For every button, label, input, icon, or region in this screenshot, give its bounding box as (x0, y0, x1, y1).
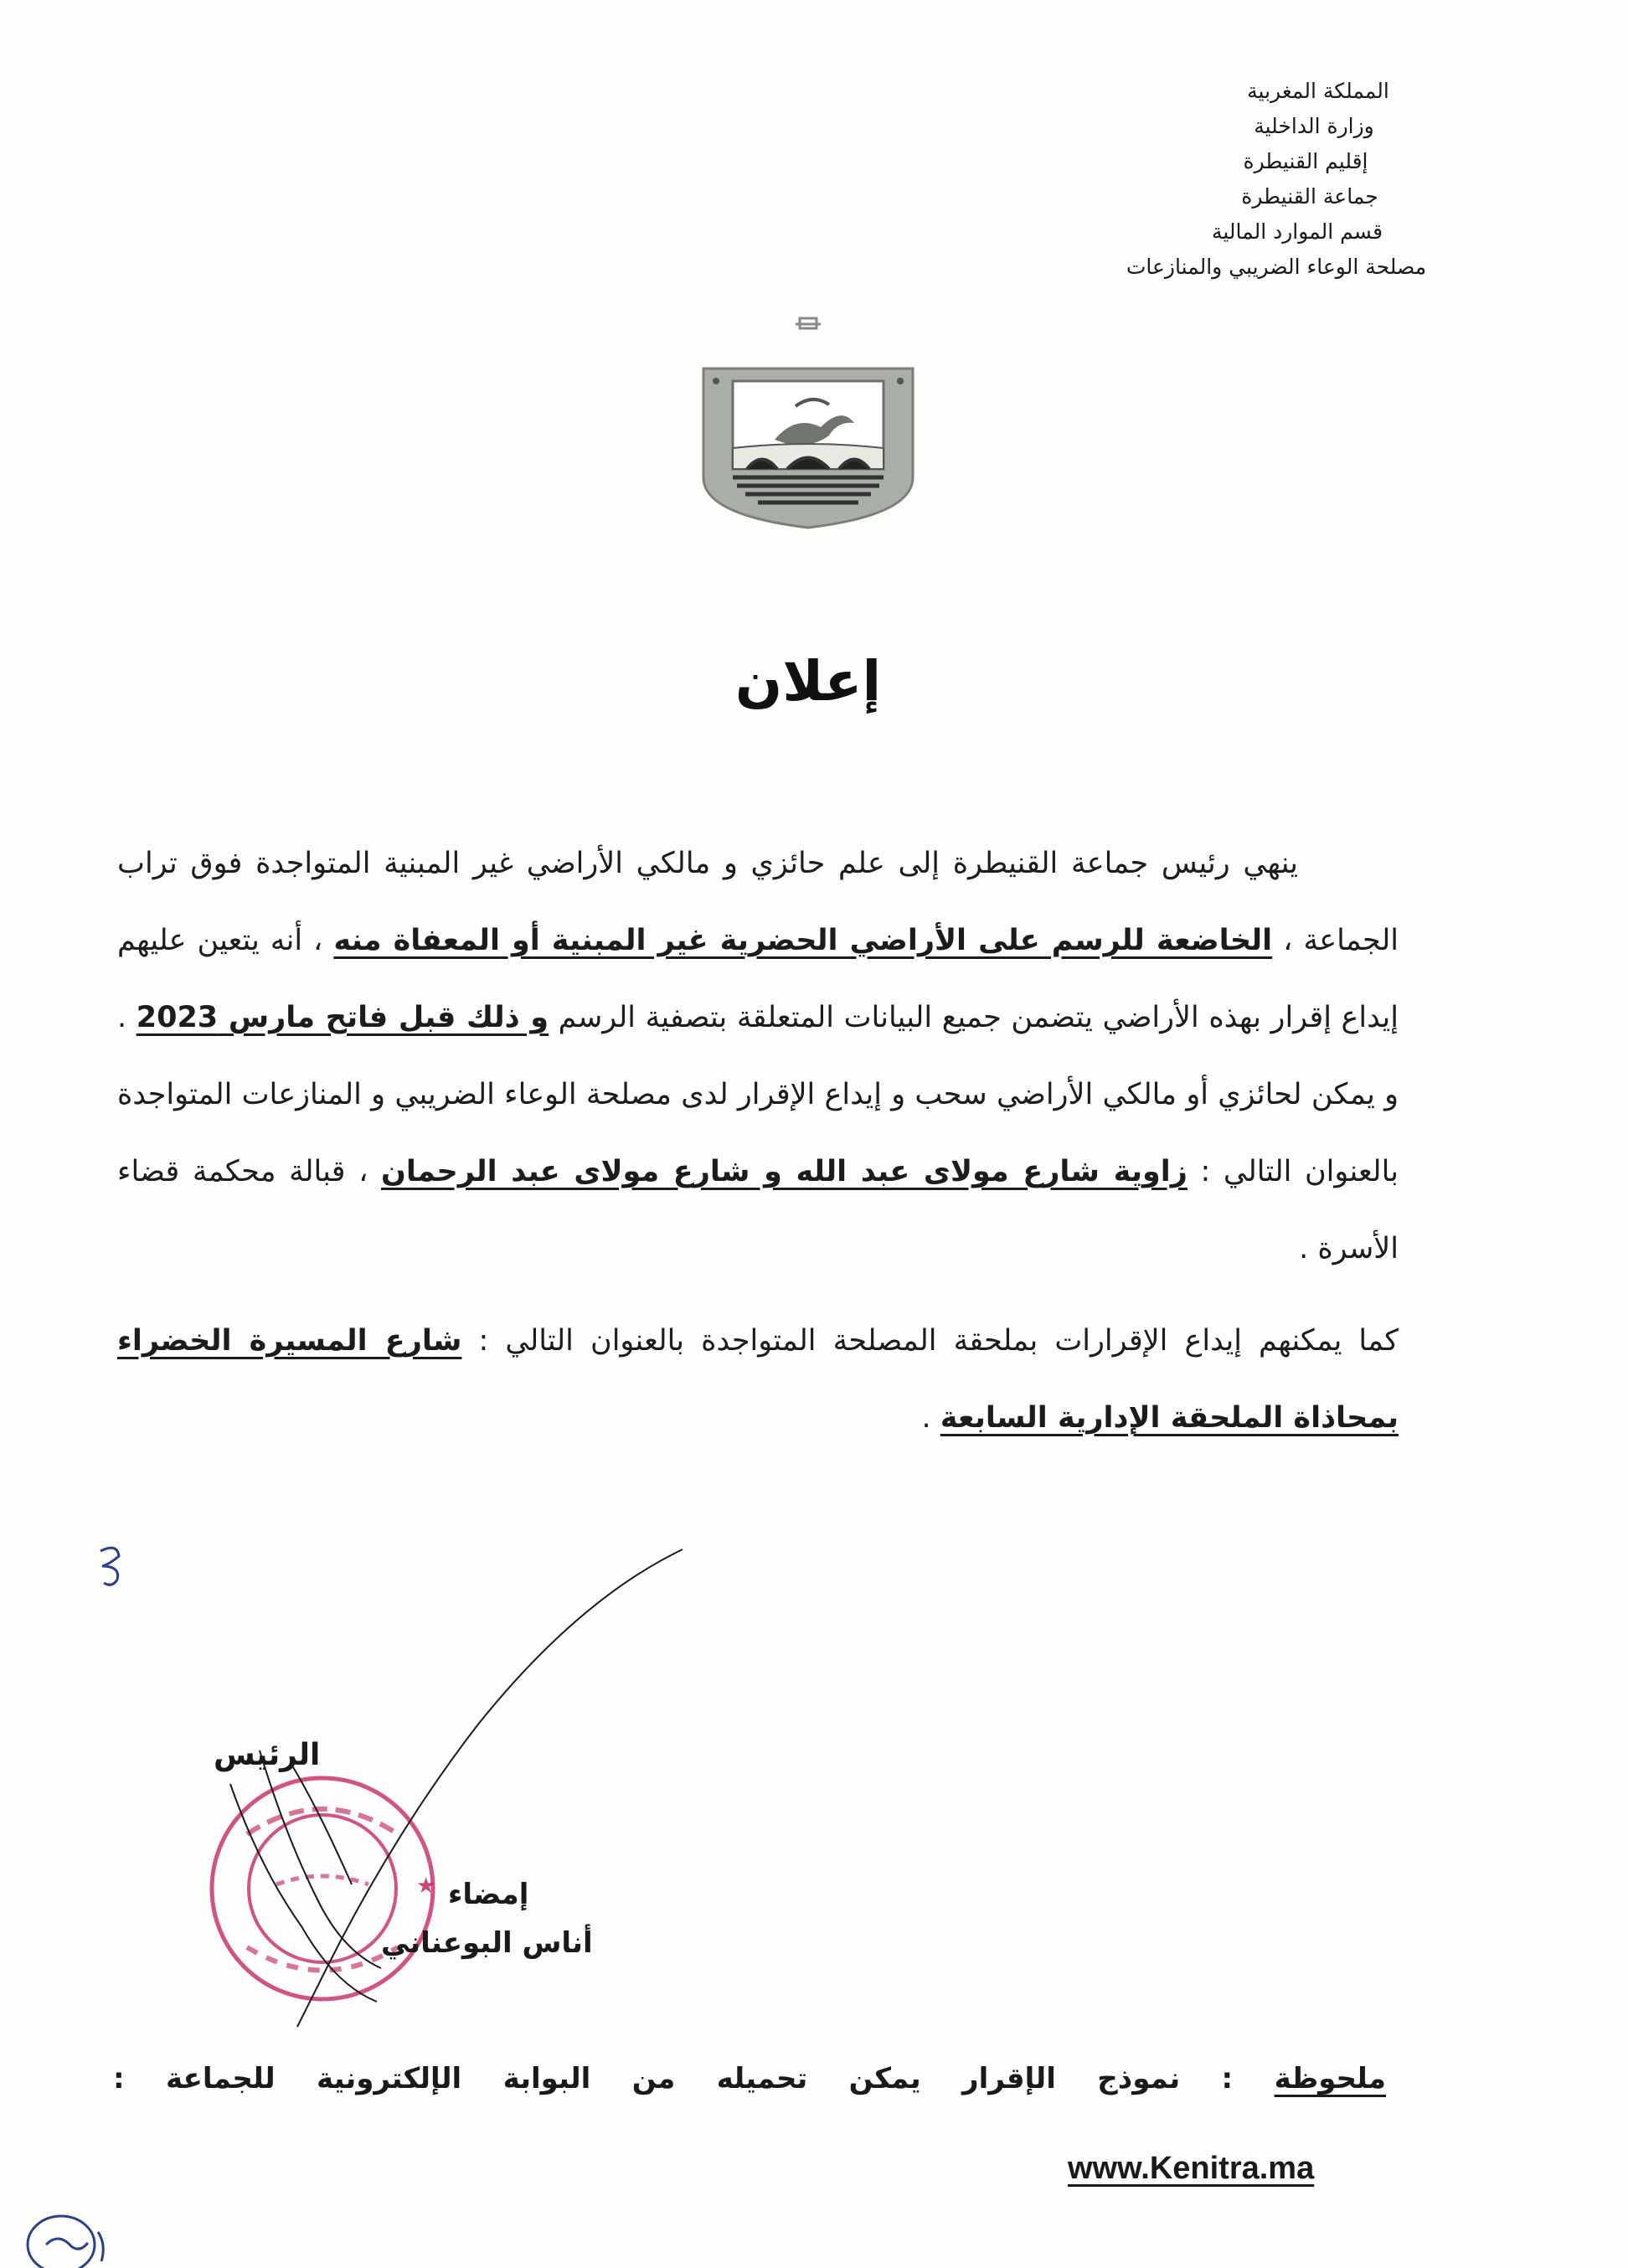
letterhead-line: إقليم القنيطرة (1243, 149, 1368, 173)
letterhead-line: وزارة الداخلية (1254, 114, 1374, 138)
svg-text:★: ★ (416, 1874, 436, 1899)
page-number-seal (21, 2194, 113, 2268)
body-text: ، قبالة محكمة قضاء الأسرة . (117, 1155, 1399, 1265)
signatory-title: الرئيس (214, 1738, 321, 1772)
paragraph (117, 1302, 1399, 1456)
letterhead (1038, 74, 1507, 285)
letterhead-line: المملكة المغربية (1247, 79, 1389, 103)
note-label: ملحوظة (1274, 2062, 1386, 2095)
letterhead-line: مصلحة الوعاء الضريبي والمنازعات (1126, 255, 1427, 279)
address-text: شارع المسيرة الخضراء بمحاذاة الملحقة الإدارية السابعة (117, 1324, 1399, 1435)
body-text: ينهي رئيس جماعة القنيطرة إلى علم حائزي و مالكي الأراضي غير المبنية المتواجدة فوق تراب الجماعة ، (117, 847, 1399, 957)
handwritten-signature (226, 1533, 695, 2035)
handwritten-mark (92, 1541, 134, 1591)
note-text: : نموذج الإقرار يمكن تحميله من البوابة الإلكترونية للجماعة : (113, 2062, 1275, 2095)
signatory-name: أناس البوعناني (381, 1926, 593, 1960)
paragraph (117, 825, 1399, 1287)
letterhead-line: جماعة القنيطرة (1241, 184, 1378, 209)
document-title: إعلان (734, 649, 882, 714)
body-text: ، أنه يتعين عليهم إيداع إقرار بهذه الأراضي يتضمن جميع البيانات المتعلقة بتصفية الرسم (117, 924, 1399, 1034)
note (113, 2062, 1386, 2095)
body-text: . و يمكن لحائزي أو مالكي الأراضي سحب و إيداع الإقرار لدى مصلحة الوعاء الضريبي و المنازعات المتواجدة بالعنوان التالي : (117, 1001, 1399, 1188)
body-text: . (921, 1401, 940, 1435)
emphasis-text: الخاضعة للرسم على الأراضي الحضرية غير المبنية أو المعفاة منه (333, 924, 1273, 957)
announcement-body (117, 825, 1399, 1456)
signature-label: إمضاء (448, 1878, 529, 1911)
body-text: كما يمكنهم إيداع الإقرارات بملحقة المصلحة المتواجدة بالعنوان التالي : (461, 1324, 1399, 1358)
deadline-text: و ذلك قبل فاتح مارس 2023 (136, 1001, 549, 1034)
address-text: زاوية شارع مولاى عبد الله و شارع مولاى عبد الرحمان (381, 1155, 1188, 1188)
kenitra-coat-of-arms-icon (695, 314, 921, 532)
letterhead-line: قسم الموارد المالية (1211, 219, 1383, 244)
website-link[interactable]: www.Kenitra.ma (1068, 2151, 1315, 2186)
